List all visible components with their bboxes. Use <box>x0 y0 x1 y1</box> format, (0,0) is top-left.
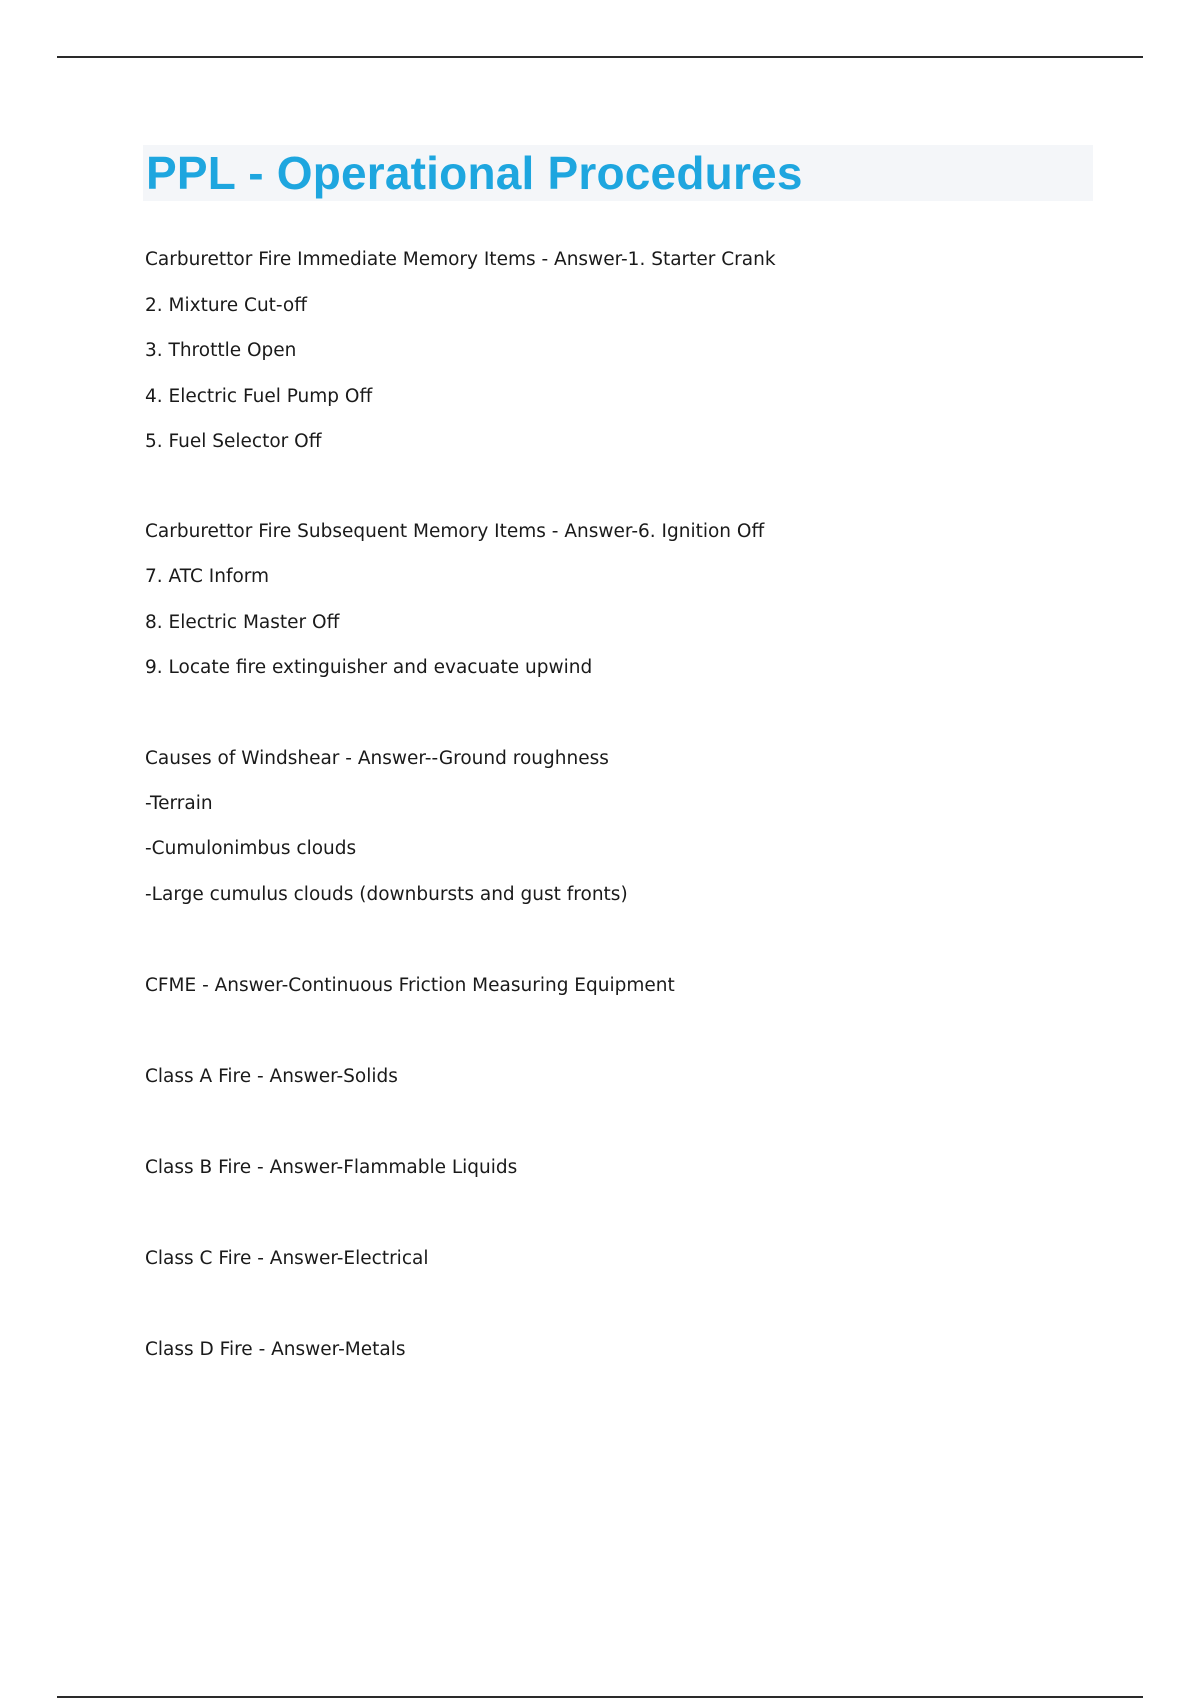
entry-1-line: Carburettor Fire Immediate Memory Items - Answer-1. Starter Crank <box>145 249 776 270</box>
entry-2-step: 8. Electric Master Off <box>145 612 340 633</box>
entry-1-step: 5. Fuel Selector Off <box>145 431 322 452</box>
entry-8-line: Class D Fire - Answer-Metals <box>145 1339 406 1360</box>
entry-1-step: 2. Mixture Cut-off <box>145 295 308 316</box>
entry-7-line: Class C Fire - Answer-Electrical <box>145 1248 429 1269</box>
entry-4-line: CFME - Answer-Continuous Friction Measuring Equipment <box>145 975 675 996</box>
entry-1-step: 4. Electric Fuel Pump Off <box>145 386 373 407</box>
entry-1-step: 3. Throttle Open <box>145 340 297 361</box>
entry-5-line: Class A Fire - Answer-Solids <box>145 1066 398 1087</box>
entry-3-step: -Large cumulus clouds (downbursts and gust fronts) <box>145 884 628 905</box>
entry-3-line: Causes of Windshear - Answer--Ground roughness <box>145 748 609 769</box>
bottom-rule <box>57 1696 1143 1698</box>
entry-6-line: Class B Fire - Answer-Flammable Liquids <box>145 1157 518 1178</box>
entry-2-step: 9. Locate fire extinguisher and evacuate upwind <box>145 657 593 678</box>
entry-2-step: 7. ATC Inform <box>145 566 270 587</box>
document-title: PPL - Operational Procedures <box>146 147 803 199</box>
entry-3-step: -Cumulonimbus clouds <box>145 838 357 859</box>
entry-3-step: -Terrain <box>145 793 213 814</box>
top-rule <box>57 56 1143 58</box>
title-band <box>143 145 1093 201</box>
entry-2-line: Carburettor Fire Subsequent Memory Items - Answer-6. Ignition Off <box>145 521 765 542</box>
